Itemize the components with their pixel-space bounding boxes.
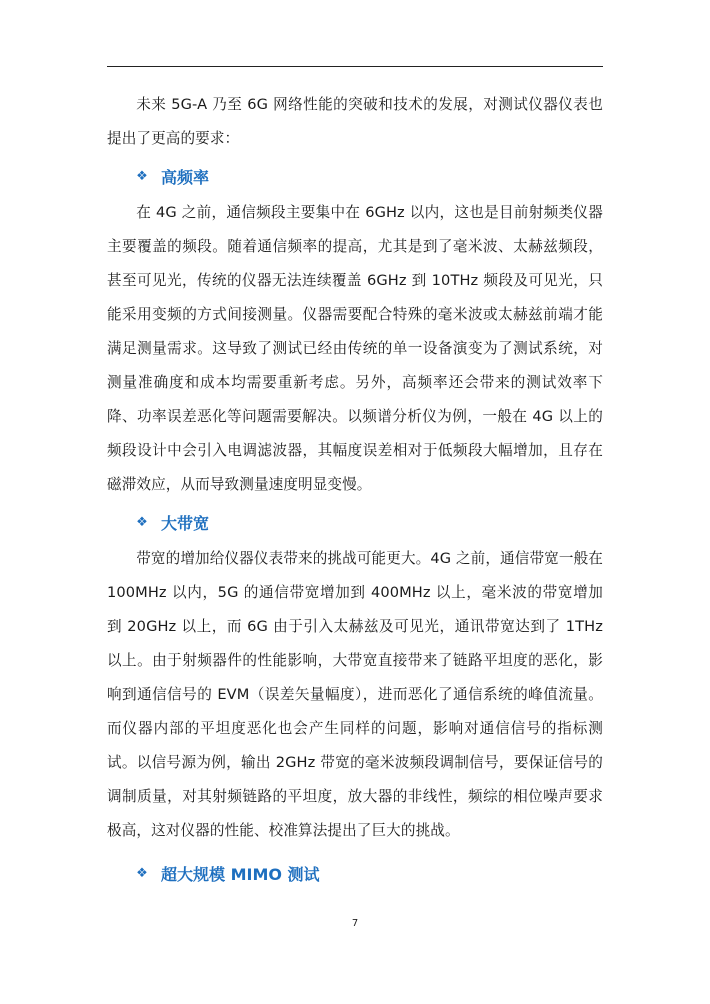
section-paragraph-high-frequency: 在 4G 之前，通信频段主要集中在 6GHz 以内，这也是目前射频类仪器主要覆盖的频段。随着通信频率的提高，尤其是到了毫米波、太赫兹频段，甚至可见光，传统的仪器无法连续覆盖 6GHz 到 10THz 频段及可见光，只能采用变频的方式间接测量。仪器需要配合特殊的毫米波或太赫兹前端才能满足测量需求。这导致了测试已经由传统的单一设备演变为了测试系统，对测量准确度和成本均需要重新考虑。另外，高频率还会带来的测试效率下降、功率误差恶化等问题需要解决。以频谱分析仪为例，一般在 4G 以上的频段设计中会引入电调滤波器，其幅度误差相对于低频段大幅增加，且存在磁滞效应，从而导致测量速度明显变慢。 bbox=[107, 204, 603, 493]
document-body bbox=[107, 88, 603, 893]
diamond-bullet-icon: ❖ bbox=[136, 514, 148, 530]
section-heading-massive-mimo bbox=[107, 856, 603, 890]
section-heading-wide-bandwidth bbox=[107, 505, 603, 539]
section-paragraph-wide-bandwidth: 带宽的增加给仪器仪表带来的挑战可能更大。4G 之前，通信带宽一般在 100MHz 以内，5G 的通信带宽增加到 400MHz 以上，毫米波的带宽增加到 20GHz 以上，而 6G 由于引入太赫兹及可见光，通讯带宽达到了 1THz 以上。由于射频器件的性能影响，大带宽直接带来了链路平坦度的恶化，影响到通信信号的 EVM（误差矢量幅度），进而恶化了通信系统的峰值流量。而仪器内部的平坦度恶化也会产生同样的问题，影响对通信信号的指标测试。以信号源为例，输出 2GHz 带宽的毫米波频段调制信号，要保证信号的调制质量，对其射频链路的平坦度，放大器的非线性，频综的相位噪声要求极高，这对仪器的性能、校准算法提出了巨大的挑战。 bbox=[107, 550, 603, 839]
header-rule bbox=[107, 66, 603, 67]
diamond-bullet-icon: ❖ bbox=[136, 168, 148, 184]
page-number: 7 bbox=[351, 918, 359, 929]
diamond-bullet-icon: ❖ bbox=[136, 865, 148, 881]
section-title: 大带宽 bbox=[161, 513, 210, 533]
intro-paragraph: 未来 5G-A 乃至 6G 网络性能的突破和技术的发展，对测试仪器仪表也提出了更高的要求： bbox=[107, 96, 603, 147]
section-heading-high-frequency bbox=[107, 159, 603, 193]
section-title: 超大规模 MIMO 测试 bbox=[161, 864, 320, 884]
section-title: 高频率 bbox=[161, 167, 210, 187]
